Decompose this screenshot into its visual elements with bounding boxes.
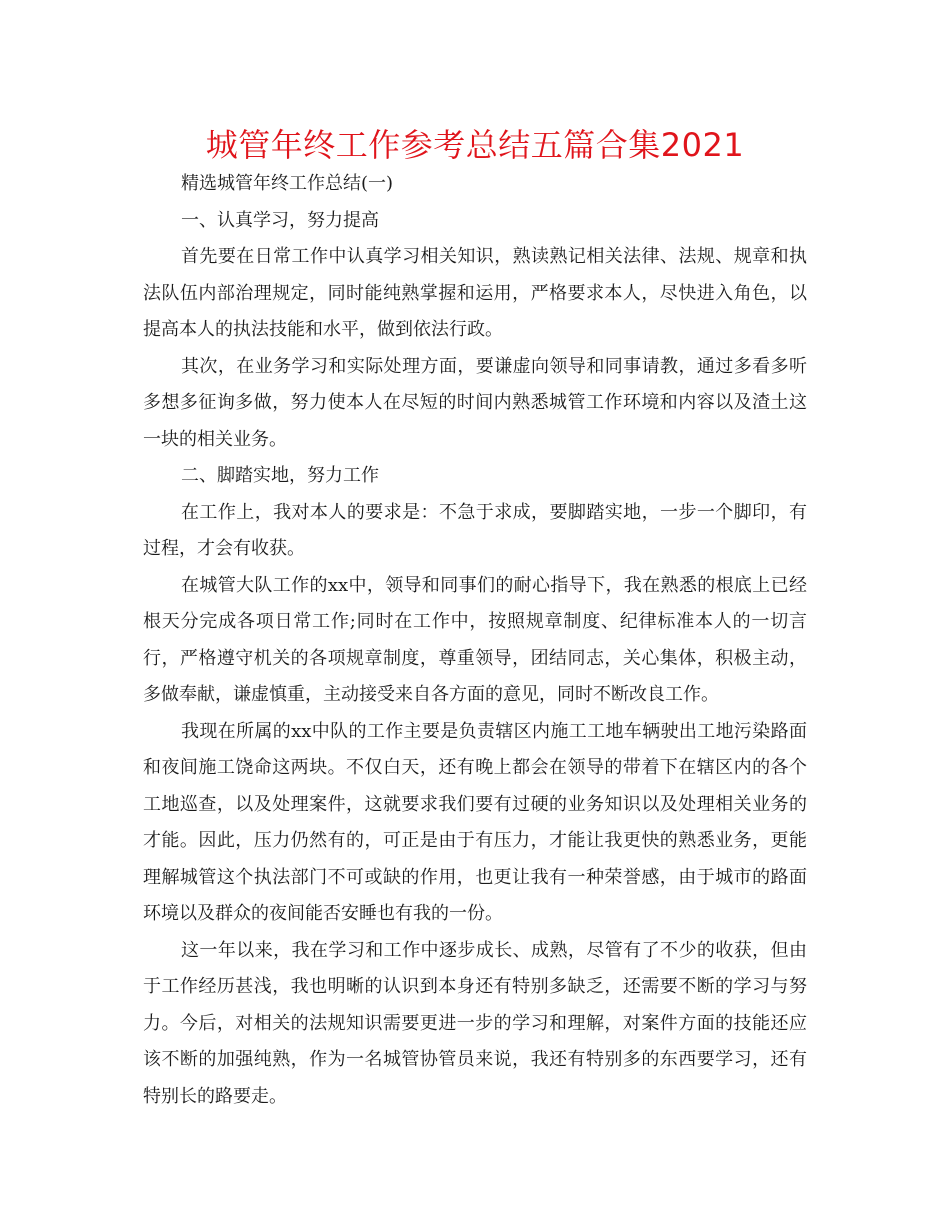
section-heading: 精选城管年终工作总结(一) <box>181 173 394 194</box>
paragraph: 在城管大队工作的xx中，领导和同事们的耐心指导下，我在熟悉的根底上已经根天分完成各项日常工作;同时在工作中，按照规章制度、纪律标准本人的一切言行，严格遵守机关的各项规章制度，尊重领导，团结同志，关心集体，积极主动，多做奉献，谦虚慎重，主动接受来自各方面的意见，同时不断改良工作。 <box>143 574 807 705</box>
paragraph: 这一年以来，我在学习和工作中逐步成长、成熟，尽管有了不少的收获，但由于工作经历甚浅，我也明晰的认识到本身还有特别多缺乏，还需要不断的学习与努力。今后，对相关的法规知识需要更进一步的学习和理解，对案件方面的技能还应该不断的加强纯熟，作为一名城管协管员来说，我还有特别多的东西要学习，还有特别长的路要走。 <box>143 939 807 1107</box>
paragraph: 首先要在日常工作中认真学习相关知识，熟读熟记相关法律、法规、规章和执法队伍内部治理规定，同时能纯熟掌握和运用，严格要求本人，尽快进入角色，以提高本人的执法技能和水平，做到依法行政。 <box>143 246 807 340</box>
document-title: 城管年终工作参考总结五篇合集2021 <box>205 126 745 164</box>
paragraph: 其次，在业务学习和实际处理方面，要谦虚向领导和同事请教，通过多看多听多想多征询多做，努力使本人在尽短的时间内熟悉城管工作环境和内容以及渣土这一块的相关业务。 <box>143 355 807 450</box>
paragraph: 在工作上，我对本人的要求是：不急于求成，要脚踏实地，一步一个脚印，有过程，才会有收获。 <box>143 501 807 559</box>
paragraph: 我现在所属的xx中队的工作主要是负责辖区内施工工地车辆驶出工地污染路面和夜间施工饶命这两块。不仅白天，还有晚上都会在领导的带着下在辖区内的各个工地巡查，以及处理案件，这就要求我们要有过硬的业务知识以及处理相关业务的才能。因此，压力仍然有的，可正是由于有压力，才能让我更快的熟悉业务，更能理解城管这个执法部门不可或缺的作用，也更让我有一种荣誉感，由于城市的路面环境以及群众的夜间能否安睡也有我的一份。 <box>143 720 807 924</box>
subsection-heading: 一、认真学习，努力提高 <box>181 209 379 231</box>
document-body <box>143 166 807 1115</box>
subsection-heading: 二、脚踏实地，努力工作 <box>181 465 379 486</box>
